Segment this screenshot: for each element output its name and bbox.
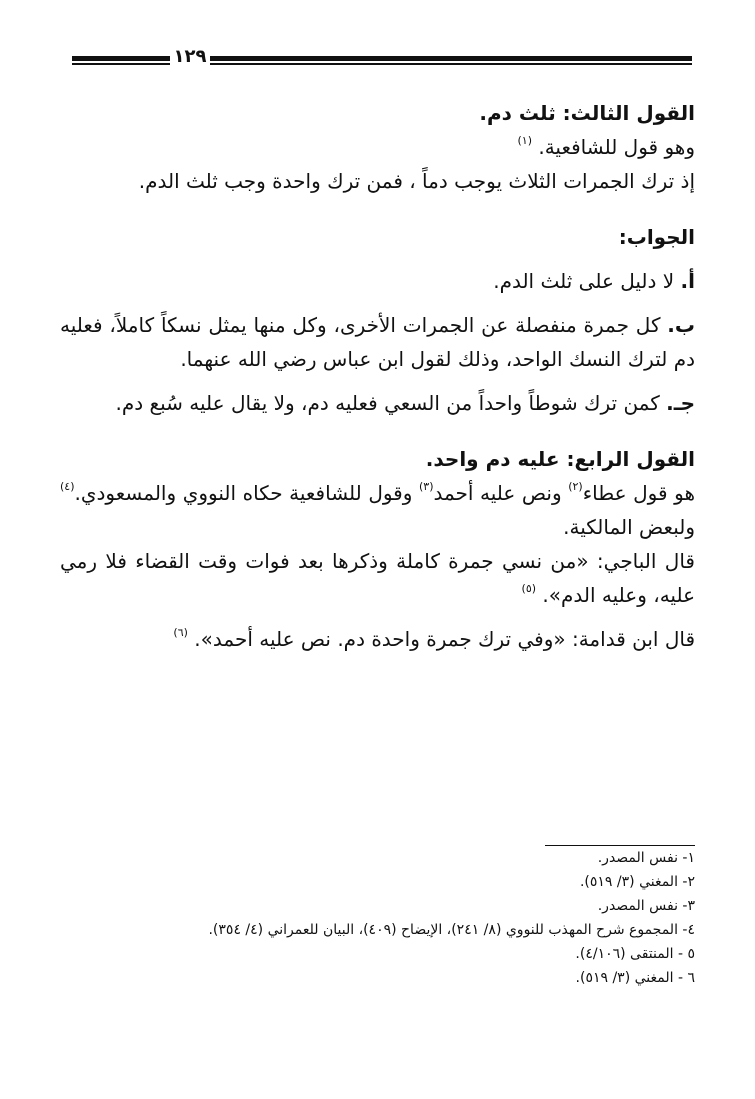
third-opinion-paragraph-1 <box>60 130 695 164</box>
page-header <box>72 48 692 70</box>
footnote-1: ١- نفس المصدر. <box>597 850 695 866</box>
answer-text-c: كمن ترك شوطاً واحداً من السعي فعليه دم، ولا يقال عليه سُبع دم. <box>115 391 660 415</box>
fourth-text-c: وقول للشافعية حكاه النووي والمسعودي. <box>74 481 419 505</box>
header-rule-left <box>72 56 170 61</box>
third-opinion-heading: القول الثالث: ثلث دم. <box>479 101 695 125</box>
footnotes <box>60 846 695 990</box>
footnote-5: ٥ - المنتقى (٤/١٠٦). <box>575 946 695 962</box>
fourth-opinion-paragraph <box>60 476 695 544</box>
answer-point-c <box>60 386 695 420</box>
baji-text: قال الباجي: «من نسي جمرة كاملة وذكرها بعد فوات وقت القضاء فلا رمي عليه، وعليه الدم». <box>60 549 695 607</box>
footnote-ref-5: (٥) <box>521 582 537 595</box>
page-number: ١٢٩ <box>173 46 207 67</box>
footnote-ref-4: (٤) <box>60 480 75 493</box>
header-rule-right <box>210 56 692 61</box>
fourth-text-d: ولبعض المالكية. <box>563 515 695 539</box>
footnote-ref-3: (٣) <box>418 480 434 493</box>
third-opinion-paragraph-2: إذ ترك الجمرات الثلاث يوجب دماً ، فمن ترك واحدة وجب ثلث الدم. <box>138 169 695 193</box>
answer-letter-b: ب. <box>667 313 695 337</box>
answer-letter-c: جـ. <box>666 391 695 415</box>
answer-point-b <box>60 308 695 376</box>
fourth-text-a: هو قول عطاء <box>582 481 695 505</box>
baji-quote <box>60 544 695 612</box>
answer-letter-a: أ. <box>680 269 695 293</box>
third-opinion-text-1: وهو قول للشافعية. <box>538 135 695 159</box>
qudama-text: قال ابن قدامة: «وفي ترك جمرة واحدة دم. نص عليه أحمد». <box>194 627 695 651</box>
fourth-opinion-heading: القول الرابع: عليه دم واحد. <box>425 447 695 471</box>
qudama-quote <box>60 622 695 656</box>
answer-text-a: لا دليل على ثلث الدم. <box>493 269 675 293</box>
fourth-text-b: ونص عليه أحمد <box>433 481 569 505</box>
answer-text-b: كل جمرة منفصلة عن الجمرات الأخرى، وكل منها يمثل نسكاً كاملاً، فعليه دم لترك النسك الواحد، وذلك لقول ابن عباس رضي الله عنهما. <box>60 313 695 371</box>
footnote-ref-2: (٢) <box>568 480 583 493</box>
footnote-ref-6: (٦) <box>173 626 188 639</box>
answer-point-a <box>60 264 695 298</box>
answer-heading: الجواب: <box>618 225 695 249</box>
footnote-2: ٢- المغني (٣/ ٥١٩). <box>579 874 695 890</box>
footnote-6: ٦ - المغني (٣/ ٥١٩). <box>575 970 695 986</box>
footnote-3: ٣- نفس المصدر. <box>597 898 695 914</box>
footnote-ref-1: (١) <box>517 134 532 147</box>
footnote-4: ٤- المجموع شرح المهذب للنووي (٨/ ٢٤١)، الإيضاح (٤٠٩)، البيان للعمراني (٤/ ٣٥٤). <box>208 922 695 938</box>
page-body <box>60 96 695 656</box>
